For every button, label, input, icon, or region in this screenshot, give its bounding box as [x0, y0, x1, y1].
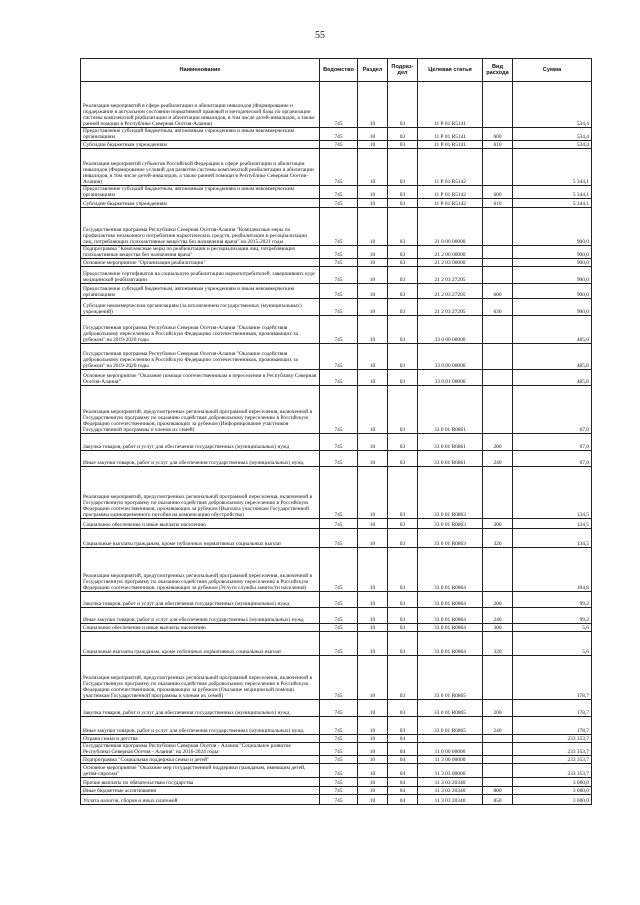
col-header-type: Вид расхода — [483, 59, 513, 82]
cell-section: 10 — [358, 548, 388, 592]
cell-subsection: 04 — [388, 787, 418, 795]
cell-sum: 134,5 — [513, 529, 592, 548]
cell-sum: 99,2 — [513, 592, 592, 608]
cell-section: 10 — [358, 186, 388, 199]
cell-target: 11 Р 01 R5142 — [418, 186, 483, 199]
table-row — [81, 82, 592, 128]
cell-section: 10 — [358, 467, 388, 519]
cell-target: 11 Р 01 R5141 — [418, 128, 483, 141]
cell-name: Предоставление субсидий бюджетным, автономным учреждениям и иным некоммерческим организациям — [81, 284, 320, 299]
cell-section: 10 — [358, 624, 388, 632]
cell-section: 10 — [358, 743, 388, 756]
cell-target: 33 0 00 00000 — [418, 344, 483, 370]
cell-name: Субсидии некоммерческим организациям (за исключением государственных (муниципальных) учреждений) — [81, 299, 320, 316]
cell-name: Реализация мероприятий в сфере реабилитации и абилитации инвалидов (Формирование и поддержание в актуальном состоянии нормативной правовой и методической базы по организации системы комплексной реабилитации и абилитации инвалидов, в том числе детей-инвалидов, а также ранней помощи в Республике Северная Осетия-Алания) — [81, 82, 320, 128]
cell-section: 10 — [358, 386, 388, 434]
cell-dept: 745 — [320, 284, 358, 299]
cell-dept: 745 — [320, 82, 358, 128]
cell-type: 300 — [483, 519, 513, 529]
cell-sum: 104,8 — [513, 548, 592, 592]
cell-sum: 134,5 — [513, 519, 592, 529]
cell-sum: 178,7 — [513, 717, 592, 735]
table-row — [81, 529, 592, 548]
cell-target: 21 2 03 27205 — [418, 299, 483, 316]
cell-type — [483, 756, 513, 764]
table-row — [81, 608, 592, 624]
cell-dept: 745 — [320, 467, 358, 519]
cell-target: 33 0 01 R0865 — [418, 656, 483, 700]
table-row — [81, 656, 592, 700]
cell-sum: 233 353,7 — [513, 743, 592, 756]
cell-target: 11 Р 01 R5141 — [418, 82, 483, 128]
cell-subsection: 03 — [388, 656, 418, 700]
cell-dept: 745 — [320, 795, 358, 805]
table-row — [81, 186, 592, 199]
cell-dept: 745 — [320, 548, 358, 592]
cell-subsection: 04 — [388, 795, 418, 805]
cell-name: Закупка товаров, работ и услуг для обеспечения государственных (муниципальных) нужд — [81, 700, 320, 717]
table-body — [81, 82, 592, 805]
cell-section: 10 — [358, 82, 388, 128]
cell-subsection: 03 — [388, 529, 418, 548]
table-row — [81, 764, 592, 778]
cell-sum: 67,0 — [513, 434, 592, 451]
cell-dept: 745 — [320, 141, 358, 149]
table-row — [81, 700, 592, 717]
cell-target: 21 2 03 27205 — [418, 284, 483, 299]
cell-section: 10 — [358, 656, 388, 700]
cell-target: 11 3 03 20340 — [418, 778, 483, 787]
cell-type: 610 — [483, 141, 513, 149]
cell-target: 33 0 01 R0861 — [418, 434, 483, 451]
cell-type — [483, 259, 513, 267]
cell-name: Социальное обеспечение и иные выплаты населению — [81, 519, 320, 529]
cell-dept: 745 — [320, 787, 358, 795]
cell-section: 10 — [358, 529, 388, 548]
cell-name: Иные закупки товаров, работ и услуг для обеспечения государственных (муниципальных) нужд — [81, 717, 320, 735]
cell-dept: 745 — [320, 592, 358, 608]
cell-sum: 534,4 — [513, 128, 592, 141]
cell-target: 33 0 01 R0863 — [418, 519, 483, 529]
cell-subsection: 03 — [388, 592, 418, 608]
table-row — [81, 370, 592, 386]
cell-dept: 745 — [320, 608, 358, 624]
table-row — [81, 386, 592, 434]
cell-dept: 745 — [320, 624, 358, 632]
cell-subsection: 03 — [388, 199, 418, 208]
cell-section: 10 — [358, 608, 388, 624]
cell-type: 200 — [483, 592, 513, 608]
cell-name: Основное мероприятие "Оказание помощи соотечественникам в переселении в Республику Северная Осетия-Алания" — [81, 370, 320, 386]
cell-section: 10 — [358, 778, 388, 787]
table-row — [81, 434, 592, 451]
cell-section: 10 — [358, 267, 388, 284]
cell-dept: 745 — [320, 370, 358, 386]
table-row — [81, 756, 592, 764]
cell-type: 600 — [483, 284, 513, 299]
cell-sum: 5 344,1 — [513, 149, 592, 186]
cell-sum: 900,0 — [513, 208, 592, 246]
cell-name: Реализация мероприятий, предусмотренных региональной программой переселения, включенной в Государственную программу по оказанию содействия добровольному переселению в Российскую Федерацию соотечественников, проживающих за рубежом (Услуги службы занятости населения) — [81, 548, 320, 592]
cell-section: 10 — [358, 316, 388, 344]
table-row — [81, 467, 592, 519]
cell-type: 240 — [483, 717, 513, 735]
cell-name: Предоставление субсидий бюджетным, автономным учреждениям и иным некоммерческим организациям — [81, 128, 320, 141]
cell-target: 33 0 01 R0861 — [418, 451, 483, 467]
cell-sum: 233 353,7 — [513, 735, 592, 743]
cell-dept: 745 — [320, 717, 358, 735]
table-row — [81, 149, 592, 186]
cell-subsection: 03 — [388, 299, 418, 316]
cell-sum: 5,6 — [513, 632, 592, 656]
cell-type — [483, 386, 513, 434]
cell-dept: 745 — [320, 519, 358, 529]
cell-sum: 3 000,0 — [513, 795, 592, 805]
table-row — [81, 592, 592, 608]
cell-subsection: 03 — [388, 451, 418, 467]
cell-name: Государственная программа Республики Северная Осетия-Алания "Оказание содействия добровольному переселению в Российскую Федерацию соотечественников, проживающих за рубежом" на 2019-2020 годы — [81, 316, 320, 344]
cell-name: Субсидии бюджетным учреждениям — [81, 141, 320, 149]
cell-subsection: 03 — [388, 284, 418, 299]
cell-dept: 745 — [320, 656, 358, 700]
cell-sum: 99,2 — [513, 608, 592, 624]
cell-sum: 534,4 — [513, 141, 592, 149]
cell-section: 10 — [358, 128, 388, 141]
cell-type — [483, 548, 513, 592]
cell-subsection: 03 — [388, 82, 418, 128]
cell-subsection: 03 — [388, 700, 418, 717]
cell-dept: 745 — [320, 186, 358, 199]
cell-target: 11 0 00 00000 — [418, 743, 483, 756]
cell-sum: 900,0 — [513, 267, 592, 284]
cell-name: Реализация мероприятий субъектов Российской Федерации в сфере реабилитации и абилитации инвалидов (Формирование условий для развития системы комплексной реабилитации и абилитации инвалидов, в том числе детей-инвалидов, а также ранней помощи в Республике Северная Осетия-Алания) — [81, 149, 320, 186]
cell-dept: 745 — [320, 246, 358, 259]
table-row — [81, 778, 592, 787]
cell-subsection: 03 — [388, 259, 418, 267]
col-header-section: Раздел — [358, 59, 388, 82]
cell-type: 600 — [483, 186, 513, 199]
cell-dept: 745 — [320, 128, 358, 141]
cell-section: 10 — [358, 208, 388, 246]
cell-target: 11 3 03 20340 — [418, 795, 483, 805]
cell-target: 21 2 03 27205 — [418, 267, 483, 284]
cell-target — [418, 735, 483, 743]
cell-type — [483, 267, 513, 284]
cell-dept: 745 — [320, 735, 358, 743]
cell-name: Подпрограмма "Социальная поддержка семьи и детей" — [81, 756, 320, 764]
cell-subsection: 03 — [388, 370, 418, 386]
cell-type — [483, 316, 513, 344]
cell-type: 200 — [483, 434, 513, 451]
cell-target: 21 0 00 00000 — [418, 208, 483, 246]
table-row — [81, 743, 592, 756]
cell-section: 10 — [358, 434, 388, 451]
table-row — [81, 199, 592, 208]
cell-type: 200 — [483, 700, 513, 717]
cell-name: Государственная программа Республики Северная Осетия-Алания "Комплексные меры по профилактике незаконного потребления наркотических средств, реабилитации и ресоциализации лиц, потребляющих психоактивные вещества без назначения врача" на 2015-2021 годы — [81, 208, 320, 246]
cell-subsection: 03 — [388, 208, 418, 246]
cell-section: 10 — [358, 519, 388, 529]
cell-name: Субсидии бюджетным учреждениям — [81, 199, 320, 208]
cell-target: 33 0 01 R0864 — [418, 592, 483, 608]
cell-sum: 233 353,7 — [513, 764, 592, 778]
cell-sum: 5 344,1 — [513, 199, 592, 208]
col-header-sum: Сумма — [513, 59, 592, 82]
cell-section: 10 — [358, 795, 388, 805]
table-row — [81, 259, 592, 267]
cell-sum: 67,0 — [513, 386, 592, 434]
cell-type — [483, 467, 513, 519]
cell-sum: 134,5 — [513, 467, 592, 519]
cell-type — [483, 656, 513, 700]
table-row — [81, 548, 592, 592]
cell-section: 10 — [358, 764, 388, 778]
table-row — [81, 451, 592, 467]
cell-subsection: 03 — [388, 519, 418, 529]
cell-subsection: 03 — [388, 344, 418, 370]
cell-subsection: 03 — [388, 141, 418, 149]
cell-type — [483, 743, 513, 756]
cell-sum: 3 000,0 — [513, 778, 592, 787]
cell-section: 10 — [358, 735, 388, 743]
cell-type: 240 — [483, 451, 513, 467]
cell-name: Социальные выплаты гражданам, кроме публичных нормативных социальных выплат — [81, 529, 320, 548]
cell-name: Предоставление сертификатов на социальную реабилитацию наркопотребителей, завершивших курс медицинской реабилитации — [81, 267, 320, 284]
cell-name: Прочие выплаты по обязательствам государства — [81, 778, 320, 787]
cell-dept: 745 — [320, 434, 358, 451]
cell-sum: 67,0 — [513, 451, 592, 467]
cell-name: Социальные выплаты гражданам, кроме публичных нормативных социальных выплат — [81, 632, 320, 656]
cell-sum: 5,6 — [513, 624, 592, 632]
cell-target: 11 3 00 00000 — [418, 756, 483, 764]
cell-sum: 178,7 — [513, 700, 592, 717]
cell-subsection: 04 — [388, 764, 418, 778]
cell-name: Реализация мероприятий, предусмотренных региональной программой переселения, включенной в Государственную программу по оказанию содействия добровольному переселению в Российскую Федерацию соотечественников, проживающих за рубежом (Информирование участников Государственной программы и членов их семей) — [81, 386, 320, 434]
cell-type — [483, 778, 513, 787]
table-row — [81, 632, 592, 656]
table-row — [81, 299, 592, 316]
cell-dept: 745 — [320, 756, 358, 764]
cell-sum: 485,0 — [513, 344, 592, 370]
cell-section: 10 — [358, 199, 388, 208]
cell-target: 11 Р 01 R5141 — [418, 141, 483, 149]
table-row — [81, 267, 592, 284]
cell-type: 850 — [483, 795, 513, 805]
cell-target: 33 0 01 R0863 — [418, 467, 483, 519]
cell-subsection: 03 — [388, 608, 418, 624]
cell-type: 600 — [483, 128, 513, 141]
cell-type — [483, 735, 513, 743]
cell-target: 33 0 00 00000 — [418, 316, 483, 344]
cell-sum: 5 344,1 — [513, 186, 592, 199]
col-header-name: Наименование — [81, 59, 320, 82]
cell-dept: 745 — [320, 208, 358, 246]
cell-subsection: 03 — [388, 246, 418, 259]
cell-subsection: 03 — [388, 548, 418, 592]
cell-target: 33 0 01 R0863 — [418, 529, 483, 548]
cell-sum: 485,0 — [513, 316, 592, 344]
cell-sum: 900,0 — [513, 299, 592, 316]
cell-section: 10 — [358, 246, 388, 259]
cell-sum: 900,0 — [513, 284, 592, 299]
page-number: 55 — [315, 30, 325, 41]
cell-dept: 745 — [320, 316, 358, 344]
cell-type — [483, 149, 513, 186]
cell-name: Основное мероприятие "Оказание мер государственной поддержки гражданам, имеющим детей, детям-сиротам" — [81, 764, 320, 778]
table-row — [81, 246, 592, 259]
cell-dept: 745 — [320, 529, 358, 548]
cell-target: 21 2 03 00000 — [418, 259, 483, 267]
table-row — [81, 795, 592, 805]
cell-name: Предоставление субсидий бюджетным, автономным учреждениям и иным некоммерческим организациям — [81, 186, 320, 199]
cell-dept: 745 — [320, 700, 358, 717]
cell-name: Охрана семьи и детства — [81, 735, 320, 743]
budget-table — [80, 58, 592, 805]
cell-dept: 745 — [320, 632, 358, 656]
cell-target: 33 0 01 R0861 — [418, 386, 483, 434]
cell-target: 33 0 01 R0865 — [418, 717, 483, 735]
cell-dept: 745 — [320, 344, 358, 370]
cell-dept: 745 — [320, 778, 358, 787]
cell-sum: 485,0 — [513, 370, 592, 386]
cell-type — [483, 344, 513, 370]
table-row — [81, 787, 592, 795]
cell-subsection: 03 — [388, 632, 418, 656]
cell-type — [483, 82, 513, 128]
cell-name: Иные бюджетные ассигнования — [81, 787, 320, 795]
cell-section: 10 — [358, 259, 388, 267]
cell-target: 21 2 00 00000 — [418, 246, 483, 259]
table-row — [81, 208, 592, 246]
cell-subsection: 04 — [388, 778, 418, 787]
cell-subsection: 03 — [388, 149, 418, 186]
cell-target: 33 0 01 00000 — [418, 370, 483, 386]
cell-type: 240 — [483, 608, 513, 624]
cell-sum: 178,7 — [513, 656, 592, 700]
cell-type: 610 — [483, 199, 513, 208]
cell-target: 11 3 03 00000 — [418, 764, 483, 778]
cell-target: 33 0 01 R0864 — [418, 608, 483, 624]
cell-name: Государственная программа Республики Северная Осетия - Алания "Социальное развитие Республики Северная Осетия - Алания" на 2016-2024 годы — [81, 743, 320, 756]
cell-section: 10 — [358, 632, 388, 656]
cell-subsection: 03 — [388, 386, 418, 434]
cell-sum: 900,0 — [513, 246, 592, 259]
cell-subsection: 03 — [388, 624, 418, 632]
col-header-dept: Ведомство — [320, 59, 358, 82]
cell-dept: 745 — [320, 386, 358, 434]
cell-section: 10 — [358, 284, 388, 299]
cell-subsection: 03 — [388, 434, 418, 451]
cell-type: 320 — [483, 632, 513, 656]
table-row — [81, 141, 592, 149]
cell-subsection: 04 — [388, 735, 418, 743]
cell-type: 300 — [483, 624, 513, 632]
cell-type — [483, 246, 513, 259]
cell-target: 33 0 01 R0864 — [418, 548, 483, 592]
cell-section: 10 — [358, 149, 388, 186]
table-row — [81, 284, 592, 299]
cell-name: Государственная программа Республики Северная Осетия-Алания "Оказание содействия добровольному переселению в Российскую Федерацию соотечественников, проживающих за рубежом" на 2019-2020 годы — [81, 344, 320, 370]
cell-dept: 745 — [320, 299, 358, 316]
col-header-target: Целевая статья — [418, 59, 483, 82]
cell-subsection: 03 — [388, 267, 418, 284]
cell-target: 11 3 03 20340 — [418, 787, 483, 795]
cell-subsection: 03 — [388, 186, 418, 199]
cell-name: Закупка товаров, работ и услуг для обеспечения государственных (муниципальных) нужд — [81, 592, 320, 608]
cell-section: 10 — [358, 299, 388, 316]
cell-dept: 745 — [320, 764, 358, 778]
cell-section: 10 — [358, 451, 388, 467]
cell-target: 33 0 01 R0864 — [418, 624, 483, 632]
cell-sum: 233 353,7 — [513, 756, 592, 764]
cell-section: 10 — [358, 756, 388, 764]
cell-section: 10 — [358, 717, 388, 735]
table-row — [81, 128, 592, 141]
cell-type — [483, 208, 513, 246]
cell-dept: 745 — [320, 149, 358, 186]
table-row — [81, 519, 592, 529]
cell-section: 10 — [358, 592, 388, 608]
cell-type — [483, 764, 513, 778]
cell-sum: 900,0 — [513, 259, 592, 267]
cell-subsection: 03 — [388, 717, 418, 735]
cell-subsection: 04 — [388, 756, 418, 764]
cell-type — [483, 370, 513, 386]
cell-name: Реализация мероприятий, предусмотренных региональной программой переселения, включенной в Государственную программу по оказанию содействия добровольному переселению в Российскую Федерацию соотечественников, проживающих за рубежом (Выплата участникам Государственной программы единовременного пособия на компенсацию обустройства) — [81, 467, 320, 519]
cell-dept: 745 — [320, 199, 358, 208]
cell-section: 10 — [358, 141, 388, 149]
cell-dept: 745 — [320, 743, 358, 756]
cell-type: 800 — [483, 787, 513, 795]
table-row — [81, 344, 592, 370]
cell-dept: 745 — [320, 451, 358, 467]
cell-type: 320 — [483, 529, 513, 548]
cell-section: 10 — [358, 787, 388, 795]
cell-target: 11 Р 01 R5142 — [418, 149, 483, 186]
cell-target: 11 Р 01 R5142 — [418, 199, 483, 208]
cell-dept: 745 — [320, 259, 358, 267]
cell-subsection: 04 — [388, 743, 418, 756]
table-row — [81, 316, 592, 344]
cell-target: 33 0 01 R0865 — [418, 700, 483, 717]
cell-name: Основное мероприятие "Организация реабилитации" — [81, 259, 320, 267]
cell-name: Подпрограмма "Комплексные меры по реабилитации и ресоциализации лиц, потребляющих психоактивные вещества без назначения врача" — [81, 246, 320, 259]
cell-section: 10 — [358, 700, 388, 717]
cell-subsection: 03 — [388, 128, 418, 141]
col-header-subsection: Подраз-дел — [388, 59, 418, 82]
cell-type: 630 — [483, 299, 513, 316]
cell-name: Иные закупки товаров, работ и услуг для обеспечения государственных (муниципальных) нужд — [81, 608, 320, 624]
table-row — [81, 735, 592, 743]
cell-name: Иные закупки товаров, работ и услуг для обеспечения государственных (муниципальных) нужд — [81, 451, 320, 467]
cell-sum: 534,4 — [513, 82, 592, 128]
cell-dept: 745 — [320, 267, 358, 284]
table-row — [81, 624, 592, 632]
cell-name: Закупка товаров, работ и услуг для обеспечения государственных (муниципальных) нужд — [81, 434, 320, 451]
cell-section: 10 — [358, 370, 388, 386]
table-header-row — [81, 59, 592, 82]
cell-name: Реализация мероприятий, предусмотренных региональной программой переселения, включенной в Государственную программу по оказанию содействия добровольному переселению в Российскую Федерацию соотечественников, проживающих за рубежом (Оказание медицинской помощи участникам Государственной программы и членам их семей) — [81, 656, 320, 700]
cell-sum: 3 000,0 — [513, 787, 592, 795]
table-row — [81, 717, 592, 735]
cell-target: 33 0 01 R0864 — [418, 632, 483, 656]
cell-subsection: 03 — [388, 316, 418, 344]
cell-name: Уплата налогов, сборов и иных платежей — [81, 795, 320, 805]
cell-section: 10 — [358, 344, 388, 370]
cell-subsection: 03 — [388, 467, 418, 519]
cell-name: Социальное обеспечение и иные выплаты населению — [81, 624, 320, 632]
